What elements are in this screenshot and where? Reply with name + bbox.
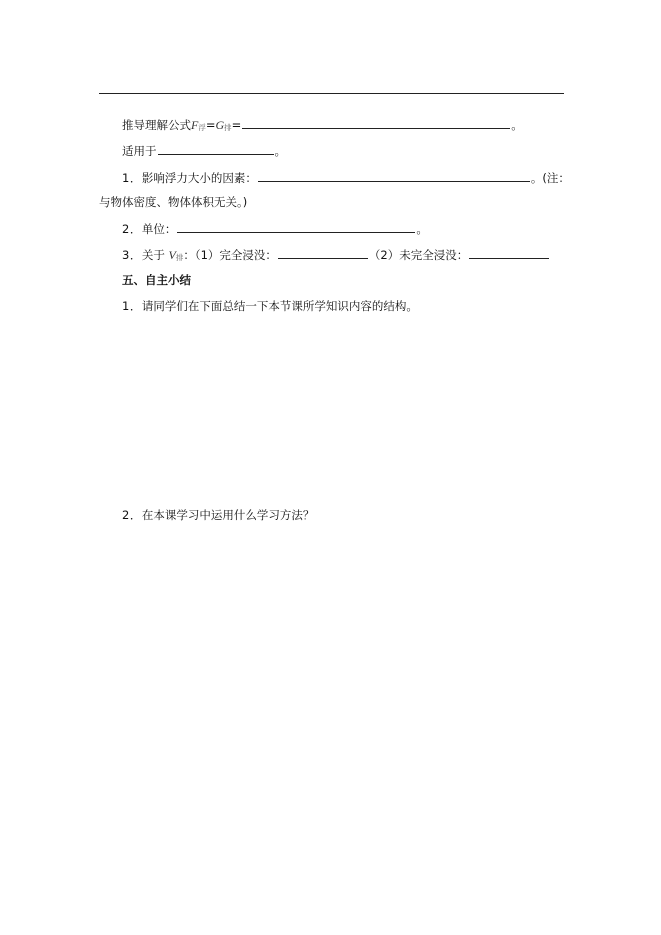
v-subscript: 排 bbox=[175, 253, 184, 262]
item3-line bbox=[122, 247, 550, 265]
summary2-line bbox=[122, 508, 314, 522]
item1-answer-blank[interactable] bbox=[258, 170, 530, 182]
g-symbol: G bbox=[215, 118, 225, 132]
equals-sign-2: = bbox=[231, 118, 242, 132]
item1-label: 影响浮力大小的因素： bbox=[141, 171, 257, 185]
summary2-text: 在本课学习中运用什么学习方法？ bbox=[141, 508, 315, 522]
item2-line bbox=[122, 221, 428, 236]
applies-line bbox=[122, 143, 286, 158]
header-rule bbox=[99, 93, 564, 94]
item3-part2-blank[interactable] bbox=[469, 247, 549, 259]
applies-end: 。 bbox=[274, 144, 286, 158]
item3-prefix: 关于 bbox=[141, 248, 165, 262]
item3-colon: ： bbox=[183, 248, 195, 262]
summary1-number: 1． bbox=[122, 299, 142, 313]
item1-continuation: 与物体密度、物体体积无关。) bbox=[99, 195, 248, 209]
formula-answer-blank[interactable] bbox=[242, 117, 510, 129]
item1-number: 1． bbox=[122, 171, 142, 185]
item1-end: 。(注： bbox=[530, 171, 570, 185]
summary2-number: 2． bbox=[122, 508, 142, 522]
applies-answer-blank[interactable] bbox=[158, 143, 274, 155]
summary1-text: 请同学们在下面总结一下本节课所学知识内容的结构。 bbox=[141, 299, 418, 313]
item2-number: 2． bbox=[122, 222, 142, 236]
formula-line bbox=[122, 117, 523, 135]
item3-part2-label: （2）未完全浸没： bbox=[368, 248, 469, 262]
g-subscript: 排 bbox=[224, 123, 232, 132]
equals-sign-1: = bbox=[205, 118, 216, 132]
summary1-line bbox=[122, 299, 418, 313]
item2-end: 。 bbox=[416, 222, 428, 236]
item3-part1-label: （1）完全浸没： bbox=[194, 248, 277, 262]
item3-number: 3． bbox=[122, 248, 142, 262]
item2-answer-blank[interactable] bbox=[177, 221, 415, 233]
f-symbol: F bbox=[191, 118, 199, 132]
section5-title-line bbox=[122, 273, 191, 287]
v-symbol: V bbox=[168, 248, 176, 262]
f-subscript: 浮 bbox=[198, 123, 206, 132]
formula-end: 。 bbox=[511, 118, 523, 132]
section5-title: 五、自主小结 bbox=[122, 273, 191, 287]
item1-continuation-line bbox=[99, 195, 247, 209]
item3-part1-blank[interactable] bbox=[278, 247, 368, 259]
item2-label: 单位： bbox=[141, 222, 177, 236]
item1-line bbox=[122, 170, 570, 185]
applies-prefix: 适用于 bbox=[122, 144, 157, 158]
formula-prefix: 推导理解公式 bbox=[122, 118, 191, 132]
